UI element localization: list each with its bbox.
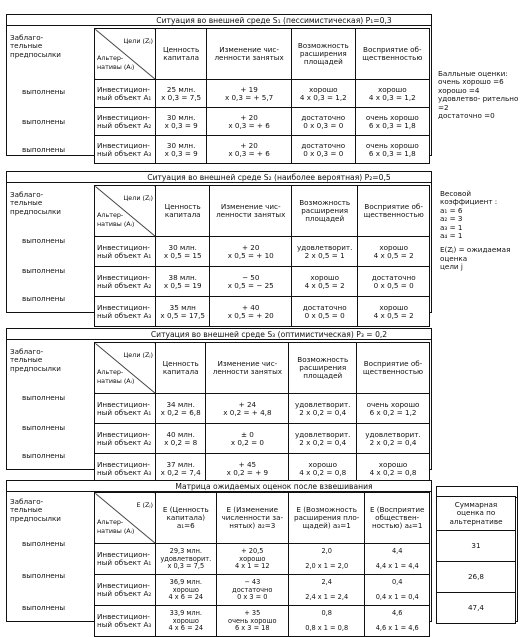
alternative-label: Инвестицион- ный объект A₃ <box>95 297 156 327</box>
table-cell: хорошо 4 х 0,5 = 2 <box>292 267 358 297</box>
block-title: Ситуация во внешней среде S₃ (оптимистическая) P₃ = 0,2 <box>150 330 388 339</box>
table-cell: хорошо 4 х 0,2 = 0,8 <box>357 454 430 484</box>
alternative-label: Инвестицион- ный объект A₁ <box>95 237 156 267</box>
table-row <box>95 606 430 637</box>
corner-cell <box>95 29 156 80</box>
table-row <box>95 136 430 164</box>
table-cell: хорошо 4 х 0,5 = 2 <box>358 237 430 267</box>
col-header: E (Возможность расширения пло- щадей) a₃=1 <box>288 493 364 544</box>
table-cell: 30 млн. х 0,3 = 9 <box>156 136 207 164</box>
alternative-label: Инвестицион- ный объект A₁ <box>95 80 156 108</box>
weighted-table <box>94 492 430 637</box>
table-cell: 2,4 2,4 х 1 = 2,4 <box>288 575 364 606</box>
table-cell: + 20 х 0,5 = + 10 <box>210 237 292 267</box>
prereq-header: Заблаго- тельные предпосылки <box>10 190 61 216</box>
table-cell: очень хорошо 6 х 0,3 = 1,8 <box>355 108 429 136</box>
prereq-row-1: выполнены <box>22 393 66 402</box>
table-cell: удовлетворит. 2 х 0,2 = 0,4 <box>357 424 430 454</box>
prereq-row-3: выполнены <box>22 145 66 154</box>
prereq-header: Заблаго- тельные предпосылки <box>10 33 61 59</box>
summary-header: Суммарная оценка по альтернативе <box>437 497 516 531</box>
alternative-label: Инвестицион- ный объект A₃ <box>95 454 156 484</box>
table-cell: 0,8 0,8 х 1 = 0,8 <box>288 606 364 637</box>
table-cell: + 35 очень хорошо 6 х 3 = 18 <box>216 606 288 637</box>
weight-legend-item: a₁ = 6 <box>440 205 463 215</box>
situation-block-3 <box>0 322 524 477</box>
table-cell: ± 0 х 0,2 = 0 <box>206 424 289 454</box>
alternative-label: Инвестицион- ный объект A₁ <box>95 394 156 424</box>
col-header: Возможность расширения площадей <box>292 186 358 237</box>
col-header: E (Восприятие обществен- ностью) a₄=1 <box>365 493 430 544</box>
table-cell: 30 млн. х 0,5 = 15 <box>156 237 210 267</box>
prereq-row-2: выполнены <box>22 571 66 580</box>
summary-value: 47,4 <box>437 593 516 624</box>
table-row <box>95 544 430 575</box>
weight-legend-item: a₂ = 3 <box>440 214 463 224</box>
situation-table <box>94 28 430 164</box>
alternative-label: Инвестицион- ный объект A₂ <box>95 108 156 136</box>
prereq-row-2: выполнены <box>22 423 66 432</box>
prereq-row-2: выполнены <box>22 117 66 126</box>
table-cell: + 19 х 0,3 = + 5,7 <box>207 80 292 108</box>
score-legend-item: удовлетво- рительно =2 <box>438 94 519 112</box>
alternative-label: Инвестицион- ный объект A₃ <box>95 136 156 164</box>
table-cell: удовлетворит. 2 х 0,5 = 1 <box>292 237 358 267</box>
alternative-label: Инвестицион- ный объект A₂ <box>95 267 156 297</box>
table-cell: − 50 х 0,5 = − 25 <box>210 267 292 297</box>
corner-top-label: E (Zⱼ) <box>136 501 153 510</box>
prereq-row-3: выполнены <box>22 294 66 303</box>
table-cell: − 43 достаточно 0 х 3 = 0 <box>216 575 288 606</box>
prereq-row-1: выполнены <box>22 236 66 245</box>
table-cell: 25 млн. х 0,3 = 7,5 <box>156 80 207 108</box>
table-row <box>95 267 430 297</box>
table-cell: 40 млн. х 0,2 = 8 <box>156 424 206 454</box>
corner-cell <box>95 186 156 237</box>
table-cell: 0,4 0,4 х 1 = 0,4 <box>365 575 430 606</box>
weighted-matrix-block <box>0 476 524 633</box>
alternative-label: Инвестицион- ный объект A₂ <box>95 424 156 454</box>
table-cell: очень хорошо 6 х 0,2 = 1,2 <box>357 394 430 424</box>
col-header: Восприятие об- щественностью <box>355 29 429 80</box>
block-title: Ситуация во внешней среде S₁ (пессимистическая) P₁=0,3 <box>156 16 392 25</box>
table-cell: достаточно 0 х 0,5 = 0 <box>292 297 358 327</box>
table-cell: 35 млн х 0,5 = 17,5 <box>156 297 210 327</box>
corner-top-label: Цели (Zⱼ) <box>123 37 153 46</box>
corner-bottom-label: Альтер- нативы (Aᵢ) <box>97 54 135 71</box>
table-cell: + 24 х 0,2 = + 4,8 <box>206 394 289 424</box>
table-cell: + 20 х 0,3 = + 6 <box>207 136 292 164</box>
table-cell: 33,9 млн. хорошо 4 х 6 = 24 <box>156 606 217 637</box>
col-header: Ценность капитала <box>156 29 207 80</box>
situation-table <box>94 342 430 484</box>
summary-value: 26,8 <box>437 562 516 593</box>
corner-top-label: Цели (Zⱼ) <box>123 194 153 203</box>
table-cell: достаточно 0 х 0,3 = 0 <box>291 108 355 136</box>
prereq-row-3: выполнены <box>22 603 66 612</box>
table-cell: очень хорошо 6 х 0,3 = 1,8 <box>355 136 429 164</box>
corner-top-label: Цели (Zⱼ) <box>123 351 153 360</box>
col-header: E (Ценность капитала) a₁=6 <box>156 493 217 544</box>
alternative-label: Инвестицион- ный объект A₂ <box>95 575 156 606</box>
score-legend-item: очень хорошо =6 <box>438 77 504 87</box>
table-cell: + 45 х 0,2 = + 9 <box>206 454 289 484</box>
weight-legend-header: Весовой коэффициент : <box>440 189 498 207</box>
corner-cell <box>95 493 156 544</box>
table-cell: достаточно 0 х 0,3 = 0 <box>291 136 355 164</box>
score-legend-item: хорошо =4 <box>438 85 480 95</box>
table-cell: удовлетворит. 2 х 0,2 = 0,4 <box>289 394 357 424</box>
col-header: Возможность расширения площадей <box>291 29 355 80</box>
table-cell: 38 млн. х 0,5 = 19 <box>156 267 210 297</box>
table-cell: 4,4 4,4 х 1 = 4,4 <box>365 544 430 575</box>
prereq-header: Заблаго- тельные предпосылки <box>10 347 61 373</box>
score-legend-header: Балльные оценки: <box>438 69 508 78</box>
table-cell: хорошо 4 х 0,3 = 1,2 <box>355 80 429 108</box>
table-row <box>95 80 430 108</box>
prereq-row-1: выполнены <box>22 539 66 548</box>
table-row <box>95 575 430 606</box>
alternative-label: Инвестицион- ный объект A₁ <box>95 544 156 575</box>
table-row <box>95 237 430 267</box>
col-header: Изменение чис- ленности занятых <box>207 29 292 80</box>
corner-bottom-label: Альтер- нативы (Aᵢ) <box>97 211 135 228</box>
table-cell: 2,0 2,0 х 1 = 2,0 <box>288 544 364 575</box>
table-cell: достаточно 0 х 0,5 = 0 <box>358 267 430 297</box>
score-legend-item: достаточно =0 <box>438 111 495 121</box>
corner-bottom-label: Альтер- нативы (Aᵢ) <box>97 518 135 535</box>
table-cell: 34 млн. х 0,2 = 6,8 <box>156 394 206 424</box>
table-cell: 4,6 4,6 х 1 = 4,6 <box>365 606 430 637</box>
table-cell: хорошо 4 х 0,3 = 1,2 <box>291 80 355 108</box>
block-title: Ситуация во внешней среде S₂ (наиболее вероятная) P₂=0,5 <box>147 173 391 182</box>
weight-legend <box>440 190 522 272</box>
table-cell: 30 млн. х 0,3 = 9 <box>156 108 207 136</box>
summary-table <box>436 496 516 624</box>
table-cell: + 40 х 0,5 = + 20 <box>210 297 292 327</box>
table-row <box>95 394 430 424</box>
col-header: Ценность капитала <box>156 343 206 394</box>
block-title: Матрица ожидаемых оценок после взвешивания <box>175 482 373 491</box>
table-cell: 37 млн. х 0,2 = 7,4 <box>156 454 206 484</box>
table-cell: 36,9 млн. хорошо 4 х 6 = 24 <box>156 575 217 606</box>
table-cell: + 20 х 0,3 = + 6 <box>207 108 292 136</box>
col-header: Изменение чис- ленности занятых <box>210 186 292 237</box>
weight-legend-item: a₄ = 1 <box>440 231 463 241</box>
corner-cell <box>95 343 156 394</box>
summary-value: 31 <box>437 531 516 562</box>
col-header: Изменение чис- ленности занятых <box>206 343 289 394</box>
col-header: Ценность капитала <box>156 186 210 237</box>
col-header: Возможность расширения площадей <box>289 343 357 394</box>
table-cell: хорошо 4 х 0,5 = 2 <box>358 297 430 327</box>
prereq-header: Заблаго- тельные предпосылки <box>10 497 61 523</box>
prereq-row-2: выполнены <box>22 266 66 275</box>
table-row <box>95 424 430 454</box>
weight-legend-item: a₃ = 1 <box>440 222 463 232</box>
prereq-row-1: выполнены <box>22 87 66 96</box>
score-legend <box>438 70 522 120</box>
col-header: Восприятие об- щественностью <box>357 343 430 394</box>
prereq-row-3: выполнены <box>22 451 66 460</box>
table-cell: удовлетворит. 2 х 0,2 = 0,4 <box>289 424 357 454</box>
corner-bottom-label: Альтер- нативы (Aᵢ) <box>97 368 135 385</box>
table-cell: + 20,5 хорошо 4 х 1 = 12 <box>216 544 288 575</box>
table-cell: 29,3 млн. удовлетворит. х 0,3 = 7,5 <box>156 544 217 575</box>
col-header: E (Изменение численности за- нятых) a₂=3 <box>216 493 288 544</box>
weight-legend-note: E(Zⱼ) = ожидаемая оценка цели j <box>440 245 511 272</box>
table-row <box>95 108 430 136</box>
alternative-label: Инвестицион- ный объект A₃ <box>95 606 156 637</box>
table-cell: хорошо 4 х 0,2 = 0,8 <box>289 454 357 484</box>
situation-table <box>94 185 430 327</box>
col-header: Восприятие об- щественностью <box>358 186 430 237</box>
